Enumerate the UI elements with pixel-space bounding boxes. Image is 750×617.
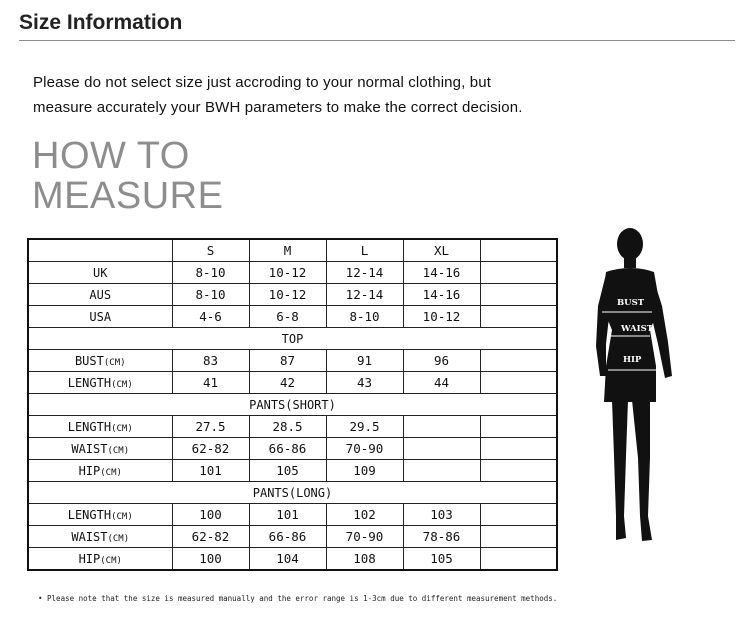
table-cell: [480, 504, 557, 526]
measurement-unit: (CM): [107, 445, 130, 456]
column-header: L: [326, 239, 403, 262]
body-silhouette-figure: [590, 226, 700, 548]
table-cell: [480, 262, 557, 284]
table-cell: 102: [326, 504, 403, 526]
table-cell: [480, 416, 557, 438]
row-label: USA: [28, 306, 172, 328]
table-cell: 28.5: [249, 416, 326, 438]
table-cell: 8-10: [172, 262, 249, 284]
how-to-line-1: HOW TO: [32, 135, 190, 177]
table-cell: 43: [326, 372, 403, 394]
row-label: [28, 416, 172, 438]
table-cell: 8-10: [172, 284, 249, 306]
table-row: [28, 460, 557, 482]
table-row: [28, 548, 557, 571]
measurement-name: HIP: [78, 463, 101, 478]
table-row: [28, 504, 557, 526]
how-to-measure-heading: [32, 136, 223, 216]
table-row: [28, 350, 557, 372]
measurement-unit: (CM): [111, 379, 133, 390]
figure-label-waist: WAIST: [621, 324, 654, 334]
column-header: [28, 239, 172, 262]
table-header-row: [28, 239, 557, 262]
table-cell: 12-14: [326, 284, 403, 306]
row-label: [28, 372, 172, 394]
table-cell: 27.5: [172, 416, 249, 438]
measurement-name: LENGTH: [67, 375, 112, 390]
measurement-name: BUST: [74, 353, 104, 368]
table-cell: 91: [326, 350, 403, 372]
section-row: [28, 328, 557, 350]
page-title: Size Information: [19, 11, 183, 34]
table-cell: 108: [326, 548, 403, 571]
table-cell: 100: [172, 548, 249, 571]
table-cell: 96: [403, 350, 480, 372]
figure-label-bust: BUST: [617, 298, 645, 308]
table-cell: 87: [249, 350, 326, 372]
table-cell: [403, 460, 480, 482]
row-label: AUS: [28, 284, 172, 306]
table-cell: 44: [403, 372, 480, 394]
measurement-unit: (CM): [100, 467, 122, 478]
table-cell: 12-14: [326, 262, 403, 284]
measurement-unit: (CM): [103, 357, 126, 368]
measurement-unit: (CM): [111, 511, 133, 522]
table-cell: 10-12: [403, 306, 480, 328]
table-cell: 6-8: [249, 306, 326, 328]
table-cell: [480, 460, 557, 482]
table-row: [28, 438, 557, 460]
table-row: [28, 372, 557, 394]
section-title: PANTS(SHORT): [28, 394, 557, 416]
intro-line-2: measure accurately your BWH parameters to make the correct decision.: [33, 99, 523, 116]
row-label: [28, 504, 172, 526]
section-title: TOP: [28, 328, 557, 350]
table-cell: 105: [403, 548, 480, 571]
intro-line-1: Please do not select size just accroding to your normal clothing, but: [33, 74, 492, 91]
table-row: [28, 262, 557, 284]
table-row: [28, 416, 557, 438]
how-to-line-2: MEASURE: [32, 175, 224, 217]
column-header: M: [249, 239, 326, 262]
measurement-name: WAIST: [71, 529, 108, 544]
table-cell: 29.5: [326, 416, 403, 438]
measurement-name: WAIST: [71, 441, 108, 456]
table-cell: 70-90: [326, 438, 403, 460]
silhouette-icon: [590, 226, 700, 548]
table-cell: 42: [249, 372, 326, 394]
table-cell: [403, 438, 480, 460]
intro-text: [33, 70, 593, 120]
row-label: [28, 526, 172, 548]
table-row: [28, 306, 557, 328]
row-label: [28, 350, 172, 372]
table-row: [28, 526, 557, 548]
table-cell: [480, 438, 557, 460]
table-cell: [403, 416, 480, 438]
measurement-unit: (CM): [111, 423, 133, 434]
figure-label-hip: HIP: [623, 355, 642, 365]
table-cell: 83: [172, 350, 249, 372]
row-label: UK: [28, 262, 172, 284]
table-cell: 41: [172, 372, 249, 394]
column-header: XL: [403, 239, 480, 262]
table-cell: [480, 526, 557, 548]
measurement-name: LENGTH: [67, 419, 112, 434]
table-cell: 10-12: [249, 284, 326, 306]
size-chart-table: [27, 238, 558, 571]
section-title: PANTS(LONG): [28, 482, 557, 504]
section-row: [28, 394, 557, 416]
row-label: [28, 460, 172, 482]
table-cell: 66-86: [249, 526, 326, 548]
column-header: S: [172, 239, 249, 262]
measurement-name: HIP: [78, 551, 101, 566]
table-cell: [480, 350, 557, 372]
table-cell: 103: [403, 504, 480, 526]
table-cell: 78-86: [403, 526, 480, 548]
table-cell: [480, 306, 557, 328]
table-cell: 109: [326, 460, 403, 482]
measurement-unit: (CM): [107, 533, 130, 544]
table-cell: 66-86: [249, 438, 326, 460]
column-header: [480, 239, 557, 262]
table-cell: 14-16: [403, 284, 480, 306]
table-cell: 100: [172, 504, 249, 526]
table-cell: 70-90: [326, 526, 403, 548]
section-row: [28, 482, 557, 504]
table-cell: 4-6: [172, 306, 249, 328]
table-cell: 10-12: [249, 262, 326, 284]
row-label: [28, 438, 172, 460]
table-cell: 62-82: [172, 438, 249, 460]
measurement-unit: (CM): [100, 555, 122, 566]
title-divider: [19, 40, 735, 41]
footnote: • Please note that the size is measured manually and the error range is 1-3cm due to different measurement methods.: [38, 594, 558, 603]
table-row: [28, 284, 557, 306]
table-cell: 101: [172, 460, 249, 482]
table-cell: 105: [249, 460, 326, 482]
table-cell: 62-82: [172, 526, 249, 548]
table-cell: 104: [249, 548, 326, 571]
table-cell: [480, 284, 557, 306]
table-cell: 14-16: [403, 262, 480, 284]
table-cell: 101: [249, 504, 326, 526]
table-cell: 8-10: [326, 306, 403, 328]
measurement-name: LENGTH: [67, 507, 112, 522]
row-label: [28, 548, 172, 571]
table-cell: [480, 548, 557, 571]
table-cell: [480, 372, 557, 394]
